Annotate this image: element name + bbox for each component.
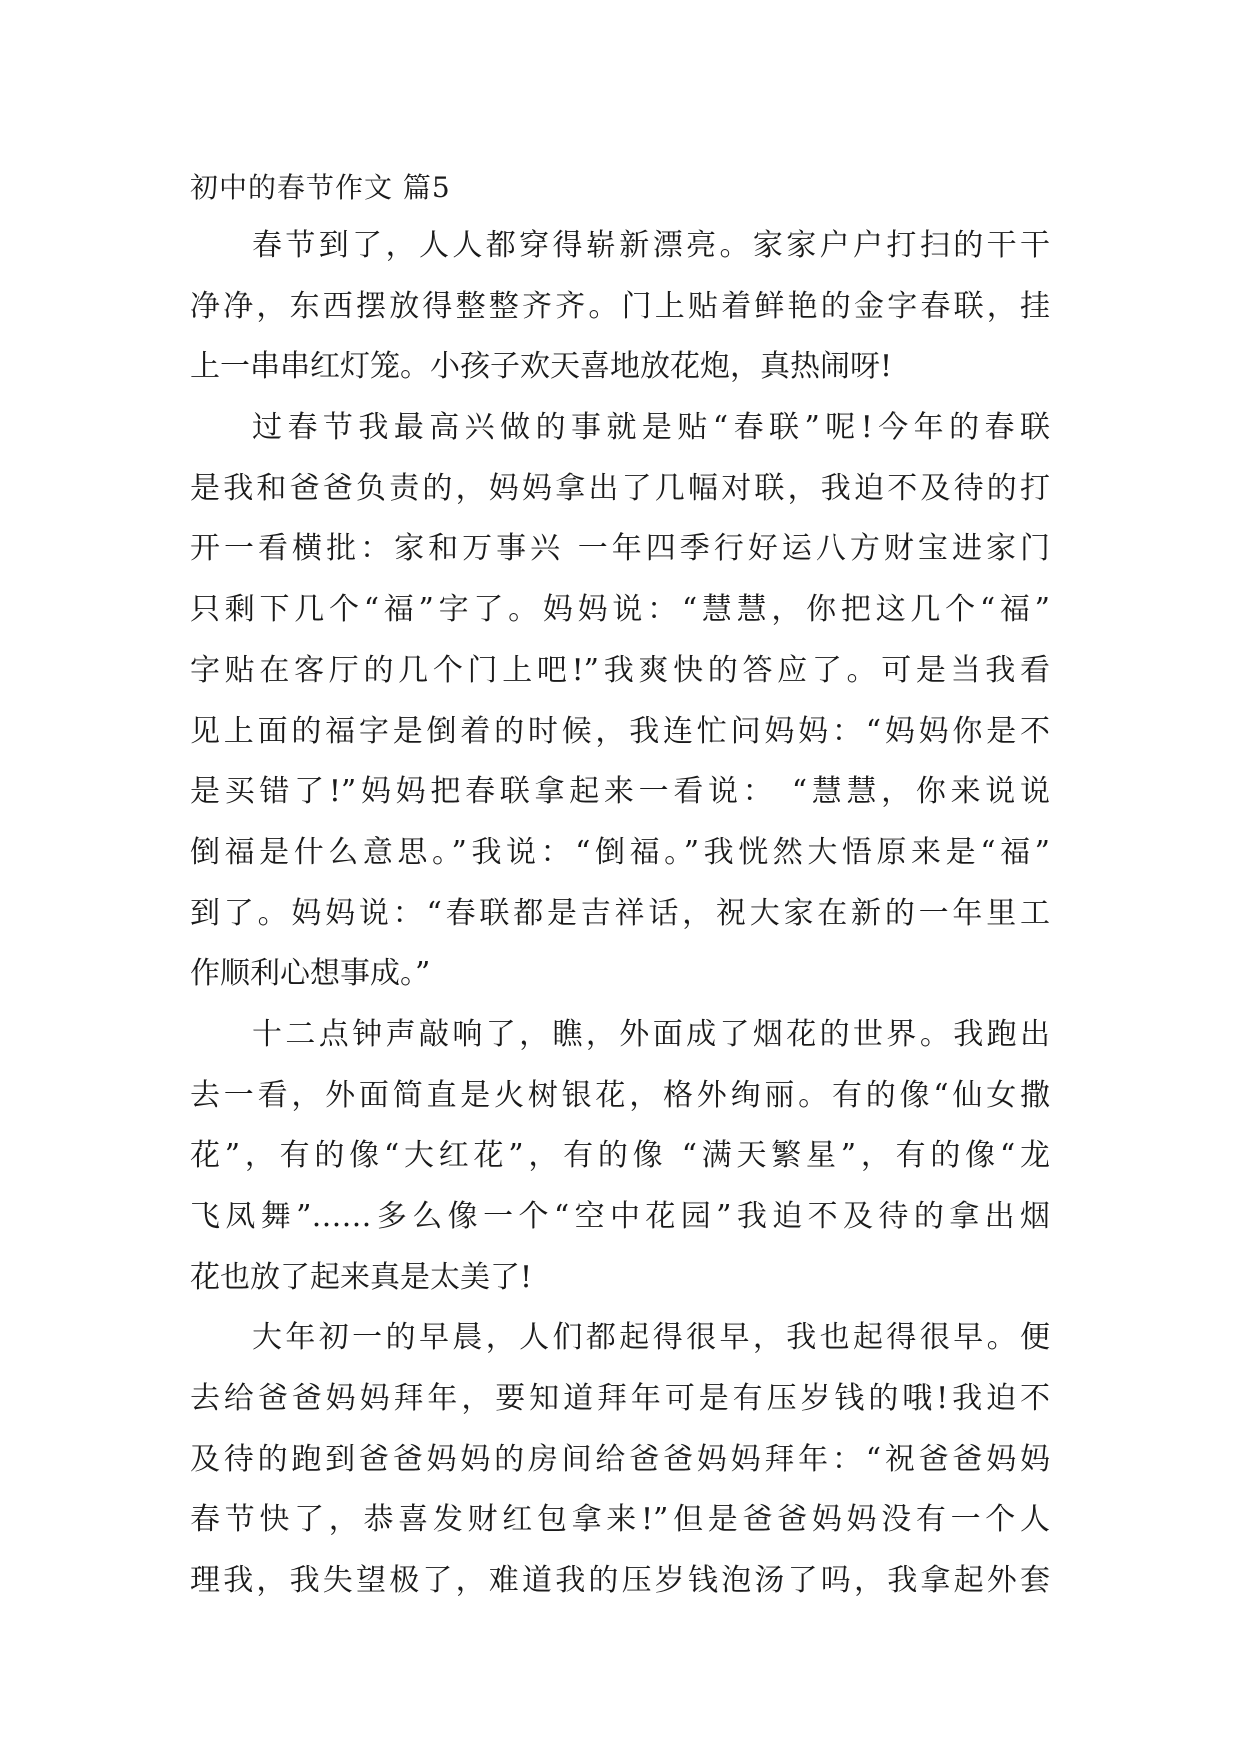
text-line: 十二点钟声敲响了，瞧，外面成了烟花的世界。我跑出 — [252, 1016, 1050, 1052]
text-line: 过春节我最高兴做的事就是贴“春联”呢!今年的春联 — [252, 410, 1050, 446]
text-line: 花也放了起来真是太美了! — [190, 1259, 533, 1295]
document-title: 初中的春节作文 篇5 — [190, 171, 451, 204]
text-line: 倒福是什么意思。”我说：“倒福。”我恍然大悟原来是“福” — [190, 834, 1050, 870]
text-line: 是我和爸爸负责的，妈妈拿出了几幅对联，我迫不及待的打 — [190, 470, 1050, 506]
text-line: 作顺利心想事成。” — [190, 956, 431, 992]
paragraph-3 — [190, 1005, 1050, 1308]
text-line: 理我，我失望极了，难道我的压岁钱泡汤了吗，我拿起外套 — [190, 1563, 1050, 1599]
text-line: 字贴在客厅的几个门上吧!”我爽快的答应了。可是当我看 — [190, 652, 1050, 688]
text-line: 到了。妈妈说：“春联都是吉祥话，祝大家在新的一年里工 — [190, 895, 1050, 931]
text-line: 见上面的福字是倒着的时候，我连忙问妈妈：“妈妈你是不 — [190, 713, 1050, 749]
text-line: 及待的跑到爸爸妈妈的房间给爸爸妈妈拜年：“祝爸爸妈妈 — [190, 1441, 1050, 1477]
paragraph-4 — [190, 1308, 1050, 1611]
text-line: 去一看，外面简直是火树银花，格外绚丽。有的像“仙女撒 — [190, 1077, 1050, 1113]
paragraph-1 — [190, 216, 1050, 398]
text-line: 上一串串红灯笼。小孩子欢天喜地放花炮，真热闹呀! — [190, 349, 893, 385]
text-line: 去给爸爸妈妈拜年，要知道拜年可是有压岁钱的哦!我迫不 — [190, 1381, 1050, 1417]
text-line: 是买错了!”妈妈把春联拿起来一看说： “慧慧，你来说说 — [190, 774, 1050, 810]
text-line: 花”，有的像“大红花”，有的像 “满天繁星”，有的像“龙 — [190, 1138, 1050, 1174]
document-page — [190, 160, 1050, 1612]
text-line: 开一看横批：家和万事兴 一年四季行好运八方财宝进家门 — [190, 531, 1050, 567]
text-line: 飞凤舞”……多么像一个“空中花园”我迫不及待的拿出烟 — [190, 1199, 1050, 1234]
text-line: 净净，东西摆放得整整齐齐。门上贴着鲜艳的金字春联，挂 — [190, 288, 1050, 324]
text-line: 大年初一的早晨，人们都起得很早，我也起得很早。便 — [252, 1320, 1050, 1356]
paragraph-2 — [190, 398, 1050, 1005]
text-line: 春节到了，人人都穿得崭新漂亮。家家户户打扫的干干 — [252, 228, 1050, 263]
text-line: 春节快了，恭喜发财红包拿来!”但是爸爸妈妈没有一个人 — [190, 1502, 1050, 1538]
text-line: 只剩下几个“福”字了。妈妈说：“慧慧，你把这几个“福” — [190, 592, 1050, 628]
